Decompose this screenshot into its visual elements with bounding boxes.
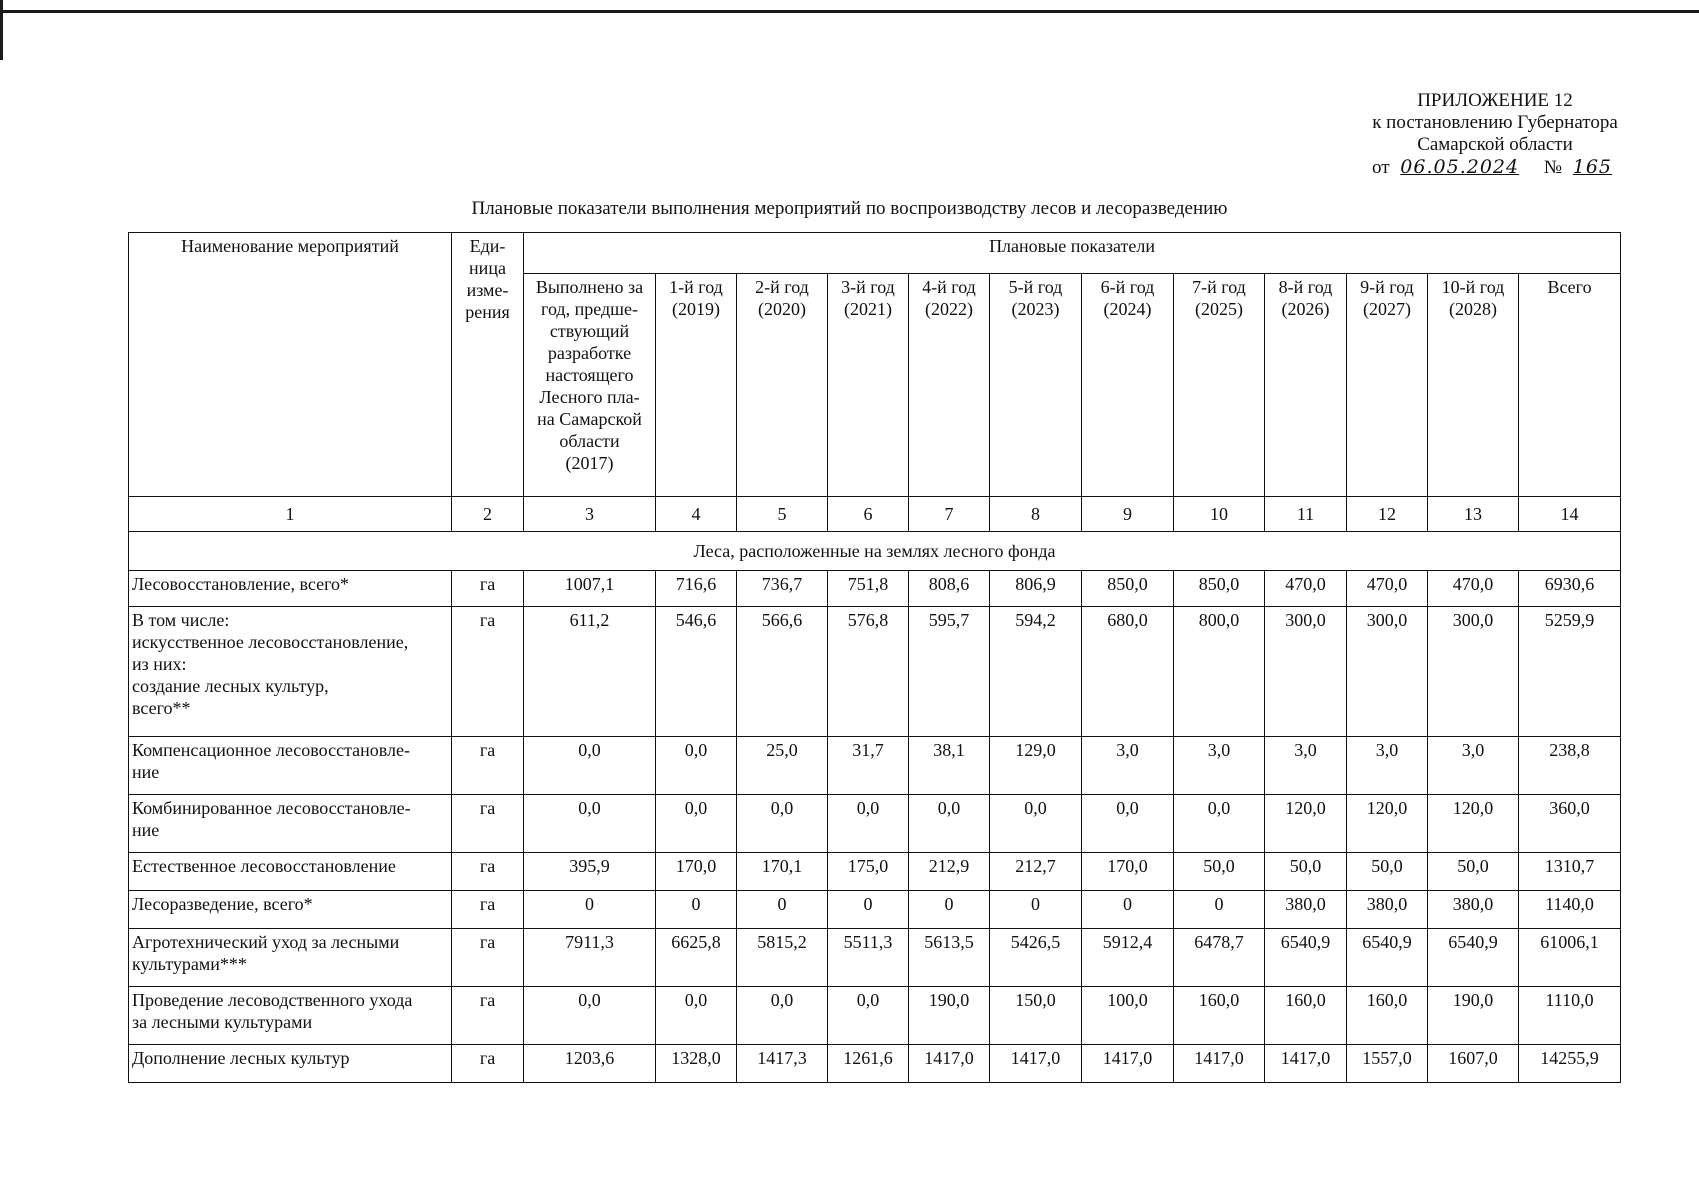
row-value: 0	[828, 891, 909, 929]
row-value: 5912,4	[1082, 929, 1174, 987]
col-header-year: 7-й год (2025)	[1174, 274, 1265, 497]
plan-table	[128, 232, 1621, 1083]
row-value: 470,0	[1428, 571, 1519, 607]
date-prefix: от	[1371, 157, 1390, 178]
row-value: 175,0	[828, 853, 909, 891]
row-unit: га	[452, 987, 524, 1045]
row-value: 0	[656, 891, 737, 929]
row-value: 1140,0	[1519, 891, 1621, 929]
col-header-year: 8-й год (2026)	[1265, 274, 1347, 497]
row-value: 0,0	[524, 987, 656, 1045]
row-value: 470,0	[1265, 571, 1347, 607]
row-value: 0	[737, 891, 828, 929]
row-value: 395,9	[524, 853, 656, 891]
row-value: 300,0	[1347, 607, 1428, 737]
column-number: 4	[656, 497, 737, 532]
row-unit: га	[452, 853, 524, 891]
row-value: 0,0	[909, 795, 990, 853]
table-row	[129, 1045, 1621, 1083]
table-row	[129, 795, 1621, 853]
row-value: 1417,0	[1265, 1045, 1347, 1083]
row-value: 160,0	[1265, 987, 1347, 1045]
row-value: 6625,8	[656, 929, 737, 987]
decree-number: 165	[1572, 156, 1612, 178]
row-unit: га	[452, 571, 524, 607]
table-row	[129, 571, 1621, 607]
row-value: 212,9	[909, 853, 990, 891]
row-unit: га	[452, 929, 524, 987]
row-value: 680,0	[1082, 607, 1174, 737]
col-header-group: Плановые показатели	[524, 233, 1621, 274]
col-header-year: 2-й год (2020)	[737, 274, 828, 497]
col-header-year: 9-й год (2027)	[1347, 274, 1428, 497]
row-name: В том числе: искусственное лесовосстановление, из них: создание лесных культур, всего**	[129, 607, 452, 737]
column-number: 12	[1347, 497, 1428, 532]
section-row	[129, 532, 1621, 571]
row-value: 850,0	[1082, 571, 1174, 607]
column-number: 6	[828, 497, 909, 532]
col-header-year: 5-й год (2023)	[990, 274, 1082, 497]
row-name: Лесоразведение, всего*	[129, 891, 452, 929]
appendix-header	[1372, 90, 1618, 179]
row-value: 3,0	[1174, 737, 1265, 795]
table-row	[129, 987, 1621, 1045]
row-value: 595,7	[909, 607, 990, 737]
column-number: 13	[1428, 497, 1519, 532]
row-value: 1203,6	[524, 1045, 656, 1083]
appendix-line-3: Самарской области	[1417, 134, 1573, 155]
row-value: 0,0	[656, 987, 737, 1045]
col-header-name: Наименование мероприятий	[129, 233, 452, 497]
row-value: 0	[524, 891, 656, 929]
row-value: 300,0	[1265, 607, 1347, 737]
row-value: 7911,3	[524, 929, 656, 987]
row-value: 576,8	[828, 607, 909, 737]
row-value: 120,0	[1347, 795, 1428, 853]
row-value: 190,0	[909, 987, 990, 1045]
row-value: 120,0	[1428, 795, 1519, 853]
table-row	[129, 853, 1621, 891]
table-row	[129, 929, 1621, 987]
row-value: 170,1	[737, 853, 828, 891]
row-value: 120,0	[1265, 795, 1347, 853]
row-value: 0	[1174, 891, 1265, 929]
col-header-year: 6-й год (2024)	[1082, 274, 1174, 497]
col-header-year: 4-й год (2022)	[909, 274, 990, 497]
row-value: 0,0	[828, 987, 909, 1045]
col-header-total: Всего	[1519, 274, 1621, 497]
row-value: 5815,2	[737, 929, 828, 987]
row-name: Проведение лесоводственного ухода за лесными культурами	[129, 987, 452, 1045]
col-header-year: 3-й год (2021)	[828, 274, 909, 497]
row-name: Дополнение лесных культур	[129, 1045, 452, 1083]
row-value: 0,0	[828, 795, 909, 853]
plan-table-body	[129, 532, 1621, 1083]
row-value: 160,0	[1347, 987, 1428, 1045]
row-value: 160,0	[1174, 987, 1265, 1045]
row-value: 170,0	[656, 853, 737, 891]
row-value: 0	[909, 891, 990, 929]
row-value: 380,0	[1428, 891, 1519, 929]
row-value: 150,0	[990, 987, 1082, 1045]
row-name: Агротехнический уход за лесными культурами***	[129, 929, 452, 987]
row-unit: га	[452, 737, 524, 795]
row-value: 736,7	[737, 571, 828, 607]
left-scan-border	[0, 0, 3, 60]
row-value: 3,0	[1082, 737, 1174, 795]
row-value: 1417,0	[990, 1045, 1082, 1083]
row-value: 6540,9	[1265, 929, 1347, 987]
row-value: 5259,9	[1519, 607, 1621, 737]
appendix-number: ПРИЛОЖЕНИЕ 12	[1417, 90, 1573, 111]
row-value: 1557,0	[1347, 1045, 1428, 1083]
row-value: 800,0	[1174, 607, 1265, 737]
row-value: 25,0	[737, 737, 828, 795]
row-value: 50,0	[1428, 853, 1519, 891]
row-value: 1417,0	[1174, 1045, 1265, 1083]
column-number: 8	[990, 497, 1082, 532]
row-value: 5426,5	[990, 929, 1082, 987]
col-header-year: 1-й год (2019)	[656, 274, 737, 497]
decree-date: 06.05.2024	[1400, 156, 1520, 178]
column-number: 14	[1519, 497, 1621, 532]
header-row-main	[129, 233, 1621, 274]
top-scan-border	[0, 10, 1699, 13]
table-row	[129, 891, 1621, 929]
row-value: 50,0	[1174, 853, 1265, 891]
row-value: 594,2	[990, 607, 1082, 737]
row-value: 1261,6	[828, 1045, 909, 1083]
row-value: 1110,0	[1519, 987, 1621, 1045]
row-unit: га	[452, 891, 524, 929]
row-value: 6540,9	[1428, 929, 1519, 987]
column-number: 5	[737, 497, 828, 532]
col-header-unit: Еди- ница изме- рения	[452, 233, 524, 497]
row-value: 6540,9	[1347, 929, 1428, 987]
row-value: 170,0	[1082, 853, 1174, 891]
col-header-prev-year: Выполнено за год, предше- ствующий разработке настоящего Лесного пла- на Самарской области (2017)	[524, 274, 656, 497]
row-value: 50,0	[1347, 853, 1428, 891]
row-value: 5511,3	[828, 929, 909, 987]
row-name: Лесовосстановление, всего*	[129, 571, 452, 607]
row-value: 0,0	[737, 987, 828, 1045]
row-value: 716,6	[656, 571, 737, 607]
row-unit: га	[452, 795, 524, 853]
row-value: 31,7	[828, 737, 909, 795]
row-value: 1328,0	[656, 1045, 737, 1083]
table-row	[129, 607, 1621, 737]
row-value: 212,7	[990, 853, 1082, 891]
column-number: 11	[1265, 497, 1347, 532]
document-title: Плановые показатели выполнения мероприятий по воспроизводству лесов и лесоразведению	[471, 198, 1228, 219]
row-value: 566,6	[737, 607, 828, 737]
row-name: Естественное лесовосстановление	[129, 853, 452, 891]
row-value: 0,0	[737, 795, 828, 853]
row-value: 751,8	[828, 571, 909, 607]
row-value: 360,0	[1519, 795, 1621, 853]
row-value: 0,0	[656, 795, 737, 853]
row-value: 0	[990, 891, 1082, 929]
row-value: 611,2	[524, 607, 656, 737]
column-number: 3	[524, 497, 656, 532]
row-value: 6930,6	[1519, 571, 1621, 607]
row-value: 3,0	[1347, 737, 1428, 795]
row-unit: га	[452, 607, 524, 737]
row-value: 5613,5	[909, 929, 990, 987]
row-value: 0,0	[1174, 795, 1265, 853]
row-value: 38,1	[909, 737, 990, 795]
row-value: 1310,7	[1519, 853, 1621, 891]
row-value: 190,0	[1428, 987, 1519, 1045]
column-number: 7	[909, 497, 990, 532]
row-value: 1417,0	[909, 1045, 990, 1083]
section-title: Леса, расположенные на землях лесного фонда	[129, 532, 1621, 571]
column-number: 10	[1174, 497, 1265, 532]
row-value: 806,9	[990, 571, 1082, 607]
column-number: 1	[129, 497, 452, 532]
row-value: 0,0	[990, 795, 1082, 853]
row-value: 14255,9	[1519, 1045, 1621, 1083]
col-header-year: 10-й год (2028)	[1428, 274, 1519, 497]
table-row	[129, 737, 1621, 795]
row-value: 0,0	[524, 737, 656, 795]
column-number-row	[129, 497, 1621, 532]
row-value: 3,0	[1428, 737, 1519, 795]
row-value: 238,8	[1519, 737, 1621, 795]
row-value: 850,0	[1174, 571, 1265, 607]
appendix-line-2: к постановлению Губернатора	[1372, 112, 1618, 133]
row-value: 470,0	[1347, 571, 1428, 607]
row-value: 1417,3	[737, 1045, 828, 1083]
decree-date-line	[1372, 156, 1618, 179]
number-prefix: №	[1543, 157, 1562, 178]
row-name: Компенсационное лесовосстановле- ние	[129, 737, 452, 795]
row-unit: га	[452, 1045, 524, 1083]
row-value: 129,0	[990, 737, 1082, 795]
row-value: 1607,0	[1428, 1045, 1519, 1083]
row-value: 3,0	[1265, 737, 1347, 795]
row-value: 380,0	[1347, 891, 1428, 929]
row-value: 0	[1082, 891, 1174, 929]
column-number: 2	[452, 497, 524, 532]
column-number: 9	[1082, 497, 1174, 532]
row-value: 6478,7	[1174, 929, 1265, 987]
row-name: Комбинированное лесовосстановле- ние	[129, 795, 452, 853]
row-value: 50,0	[1265, 853, 1347, 891]
row-value: 1417,0	[1082, 1045, 1174, 1083]
row-value: 300,0	[1428, 607, 1519, 737]
row-value: 61006,1	[1519, 929, 1621, 987]
row-value: 0,0	[656, 737, 737, 795]
row-value: 380,0	[1265, 891, 1347, 929]
row-value: 0,0	[1082, 795, 1174, 853]
row-value: 546,6	[656, 607, 737, 737]
row-value: 100,0	[1082, 987, 1174, 1045]
row-value: 808,6	[909, 571, 990, 607]
row-value: 0,0	[524, 795, 656, 853]
row-value: 1007,1	[524, 571, 656, 607]
